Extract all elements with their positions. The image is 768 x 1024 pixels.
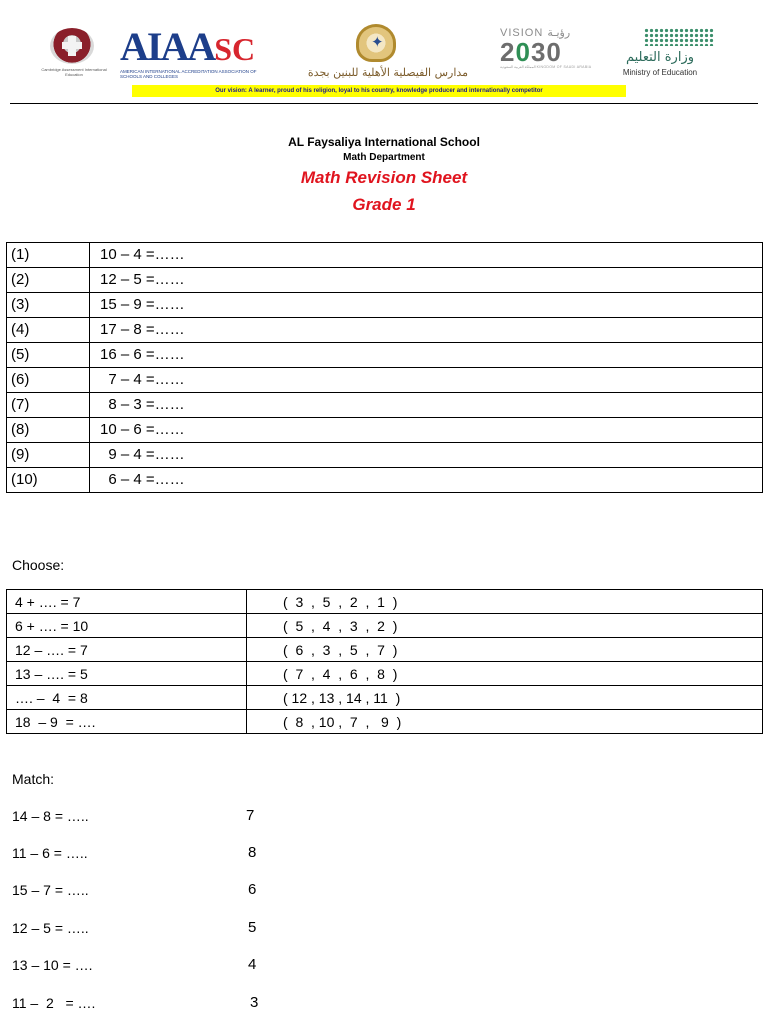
question-number: (7) (7, 393, 90, 418)
sheet-title: Math Revision Sheet (300, 168, 468, 187)
match-answer[interactable]: 6 (248, 881, 257, 898)
choose-question[interactable]: …. – 4 = 8 (7, 686, 247, 710)
choose-options[interactable]: ( 5 , 4 , 3 , 2 ) (247, 614, 763, 638)
header-divider (10, 103, 758, 104)
choose-table (6, 589, 763, 734)
table-row (7, 243, 763, 268)
table-row (7, 368, 763, 393)
grade-title: Grade 1 (352, 195, 416, 214)
match-question[interactable]: 12 – 5 = ….. (12, 920, 89, 936)
match-question[interactable]: 11 – 6 = ….. (12, 845, 88, 861)
choose-heading: Choose: (12, 557, 65, 573)
choose-options[interactable]: ( 3 , 5 , 2 , 1 ) (247, 590, 763, 614)
moe-dots-icon (644, 28, 714, 46)
vision-statement-banner: Our vision: A learner, proud of his religion, loyal to his country, knowledge producer and internationally competitor (132, 85, 626, 97)
table-row (7, 393, 763, 418)
table-row (7, 418, 763, 443)
choose-question[interactable]: 18 – 9 = …. (7, 710, 247, 734)
question-expression[interactable]: 17 – 8 =…… (90, 318, 763, 343)
choose-question[interactable]: 6 + …. = 10 (7, 614, 247, 638)
match-answer[interactable]: 7 (246, 807, 255, 824)
match-heading: Match: (12, 771, 55, 787)
table-row (7, 268, 763, 293)
table-row (7, 590, 763, 614)
question-expression[interactable]: 12 – 5 =…… (90, 268, 763, 293)
choose-question[interactable]: 13 – …. = 5 (7, 662, 247, 686)
question-number: (9) (7, 443, 90, 468)
match-answer[interactable]: 4 (248, 956, 257, 973)
aiaasc-logo (120, 24, 260, 82)
question-number: (4) (7, 318, 90, 343)
question-expression[interactable]: 15 – 9 =…… (90, 293, 763, 318)
table-row (7, 710, 763, 734)
match-answer[interactable]: 5 (248, 919, 257, 936)
faysaliya-arabic-name: مدارس الفيصلية الأهلية للبنين بجدة (307, 66, 469, 79)
question-number: (6) (7, 368, 90, 393)
question-number: (1) (7, 243, 90, 268)
choose-options[interactable]: ( 8 , 10 , 7 , 9 ) (247, 710, 763, 734)
table-row (7, 468, 763, 493)
question-expression[interactable]: 10 – 6 =…… (90, 418, 763, 443)
question-number: (5) (7, 343, 90, 368)
faysaliya-emblem-icon: ✦ (356, 24, 396, 62)
match-question[interactable]: 13 – 10 = …. (12, 957, 93, 973)
school-name: AL Faysaliya International School (288, 135, 480, 149)
question-expression[interactable]: 8 – 3 =…… (90, 393, 763, 418)
choose-question[interactable]: 4 + …. = 7 (7, 590, 247, 614)
cambridge-shield-icon (50, 28, 94, 64)
question-number: (8) (7, 418, 90, 443)
choose-options[interactable]: ( 7 , 4 , 6 , 8 ) (247, 662, 763, 686)
letterhead (0, 0, 768, 105)
question-expression[interactable]: 6 – 4 =…… (90, 468, 763, 493)
match-answer[interactable]: 3 (250, 994, 259, 1011)
question-expression[interactable]: 7 – 4 =…… (90, 368, 763, 393)
question-number: (10) (7, 468, 90, 493)
choose-question[interactable]: 12 – …. = 7 (7, 638, 247, 662)
subtraction-table (6, 242, 763, 493)
match-question[interactable]: 14 – 8 = ….. (12, 808, 89, 824)
table-row (7, 443, 763, 468)
table-row (7, 686, 763, 710)
question-expression[interactable]: 10 – 4 =…… (90, 243, 763, 268)
table-row (7, 614, 763, 638)
choose-options[interactable]: ( 12 , 13 , 14 , 11 ) (247, 686, 763, 710)
table-row (7, 318, 763, 343)
match-question[interactable]: 11 – 2 = …. (12, 995, 96, 1011)
vision-subtitle: المملكة العربية السعودية KINGDOM OF SAUDI ARABIA (500, 65, 592, 69)
table-row (7, 343, 763, 368)
aiaasc-wordmark: AIAASC (120, 24, 256, 69)
question-expression[interactable]: 16 – 6 =…… (90, 343, 763, 368)
cambridge-logo (38, 28, 110, 78)
department-name: Math Department (343, 152, 425, 163)
question-number: (2) (7, 268, 90, 293)
question-number: (3) (7, 293, 90, 318)
ministry-of-education-logo (606, 26, 716, 80)
cambridge-logo-text: Cambridge Assessment International Education (41, 67, 107, 77)
moe-english-name: Ministry of Education (622, 68, 698, 77)
table-row (7, 638, 763, 662)
vision-year: 2030 (500, 37, 562, 67)
question-expression[interactable]: 9 – 4 =…… (90, 443, 763, 468)
faysaliya-logo (288, 20, 488, 86)
choose-options[interactable]: ( 6 , 3 , 5 , 7 ) (247, 638, 763, 662)
match-question[interactable]: 15 – 7 = ….. (12, 882, 89, 898)
match-answer[interactable]: 8 (248, 844, 257, 861)
moe-arabic-name: وزارة التعليم (625, 50, 695, 65)
vision-2030-logo (500, 26, 600, 76)
table-row (7, 662, 763, 686)
vision-word: VISION رؤيـة (500, 27, 571, 39)
table-row (7, 293, 763, 318)
aiaasc-subtitle: AMERICAN INTERNATIONAL ACCREDITATION ASSOCIATION OF SCHOOLS AND COLLEGES (120, 69, 257, 79)
